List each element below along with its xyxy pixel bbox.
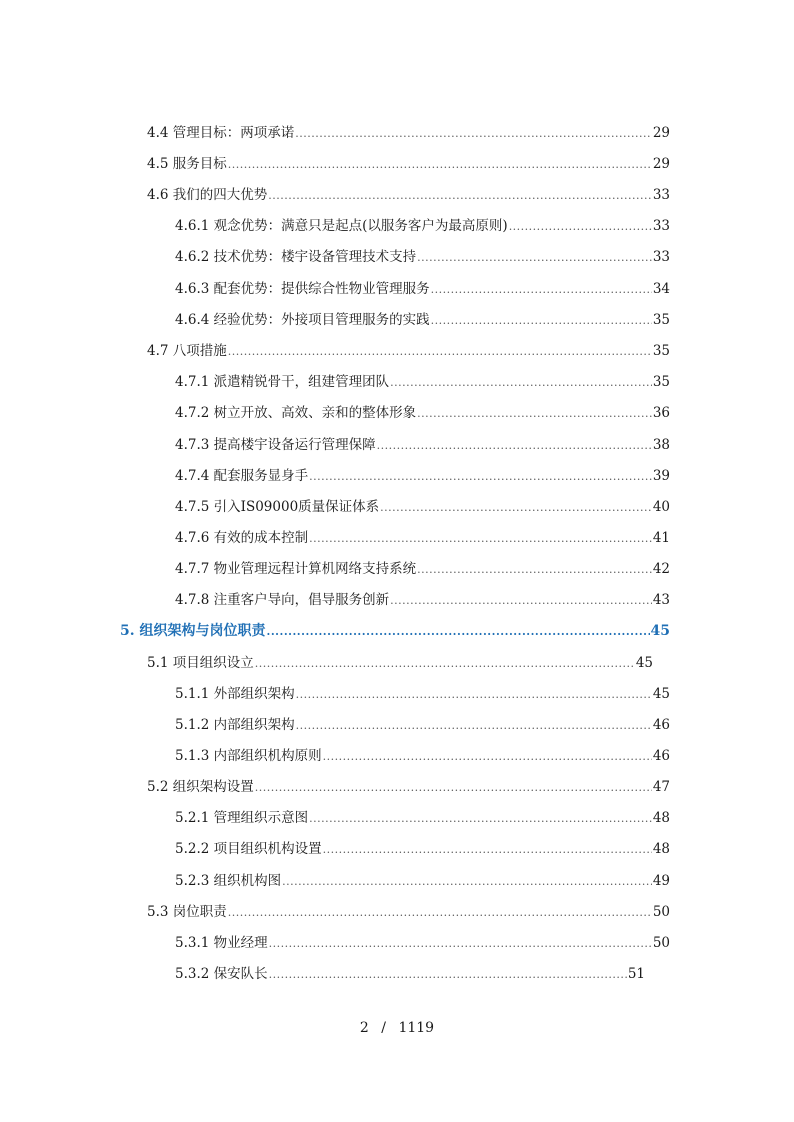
dot-leader: [282, 872, 652, 892]
toc-entry[interactable]: [147, 653, 653, 674]
toc-page-number: 29: [652, 125, 670, 141]
dot-leader: [390, 591, 652, 611]
toc-page-number: 48: [652, 841, 670, 857]
dot-leader: [417, 404, 652, 424]
dot-leader: [309, 529, 652, 549]
dot-leader: [228, 903, 652, 923]
toc-label: 4.6.1 观念优势：满意只是起点(以服务客户为最高原则): [175, 218, 508, 234]
dot-leader: [509, 217, 652, 237]
toc-label: 4.7.8 注重客户导向，倡导服务创新: [175, 592, 390, 608]
dot-leader: [228, 155, 652, 175]
toc-label: 4.6 我们的四大优势: [147, 187, 268, 203]
toc-entry[interactable]: [175, 528, 670, 549]
toc-page-number: 35: [652, 343, 670, 359]
toc-label: 4.5 服务目标: [147, 156, 227, 172]
toc-label: 5.1.3 内部组织机构原则: [175, 748, 322, 764]
toc-label: 5.2.1 管理组织示意图: [175, 810, 309, 826]
toc-page-number: 47: [652, 779, 670, 795]
toc-entry[interactable]: [175, 403, 670, 424]
dot-leader: [309, 467, 652, 487]
toc-page-number: 50: [652, 935, 670, 951]
toc-page-number: 51: [627, 966, 645, 982]
toc-page-number: 33: [652, 249, 670, 265]
toc-label: 5.3.2 保安队长: [175, 966, 268, 982]
dot-leader: [269, 965, 627, 985]
toc-label: 5.3.1 物业经理: [175, 935, 268, 951]
toc-entry[interactable]: [175, 715, 670, 736]
toc-entry[interactable]: [175, 559, 670, 580]
dot-leader: [380, 498, 652, 518]
toc-page-number: 33: [652, 187, 670, 203]
toc-page-number: 46: [652, 748, 670, 764]
toc-label: 4.7.1 派遣精锐骨干，组建管理团队: [175, 374, 390, 390]
toc-page-number: 50: [652, 904, 670, 920]
dot-leader: [309, 809, 652, 829]
toc-entry[interactable]: [175, 247, 670, 268]
toc-entry[interactable]: [175, 839, 670, 860]
toc-page-number: 38: [652, 437, 670, 453]
dot-leader: [296, 685, 652, 705]
page-footer: [0, 1020, 794, 1036]
toc-page-number: 35: [652, 312, 670, 328]
dot-leader: [417, 560, 652, 580]
dot-leader: [323, 747, 652, 767]
toc-label: 4.6.4 经验优势：外接项目管理服务的实践: [175, 312, 430, 328]
dot-leader: [269, 934, 652, 954]
dot-leader: [390, 373, 652, 393]
current-page: 2: [359, 1020, 369, 1036]
toc-page-number: 45: [650, 623, 670, 639]
toc-page-number: 43: [652, 592, 670, 608]
toc-label: 5. 组织架构与岗位职责: [120, 623, 266, 639]
toc-entry[interactable]: [175, 497, 670, 518]
toc-entry[interactable]: [147, 341, 670, 362]
toc-entry[interactable]: [175, 684, 670, 705]
toc-entry[interactable]: [175, 435, 670, 456]
toc-entry[interactable]: [175, 279, 670, 300]
toc-page-number: 48: [652, 810, 670, 826]
toc-label: 5.1.2 内部组织架构: [175, 717, 295, 733]
dot-leader: [228, 342, 652, 362]
toc-page-number: 46: [652, 717, 670, 733]
toc-page-number: 49: [652, 873, 670, 889]
page-separator: /: [381, 1020, 386, 1036]
dot-leader: [431, 280, 652, 300]
toc-label: 4.7.5 引入IS09000质量保证体系: [175, 499, 380, 515]
toc-label: 4.7.7 物业管理远程计算机网络支持系统: [175, 561, 417, 577]
dot-leader: [377, 436, 652, 456]
toc-entry[interactable]: [147, 123, 670, 144]
toc-label: 4.4 管理目标：两项承诺: [147, 125, 295, 141]
toc-page-number: 34: [652, 281, 670, 297]
toc-label: 5.2 组织架构设置: [147, 779, 254, 795]
dot-leader: [255, 778, 652, 798]
dot-leader: [323, 840, 652, 860]
dot-leader: [267, 622, 650, 642]
dot-leader: [431, 311, 652, 331]
toc-label: 4.7.2 树立开放、高效、亲和的整体形象: [175, 405, 417, 421]
toc-entry[interactable]: [175, 871, 670, 892]
toc-entry[interactable]: [175, 466, 670, 487]
dot-leader: [296, 716, 652, 736]
toc-label: 4.7 八项措施: [147, 343, 227, 359]
toc-page-number: 36: [652, 405, 670, 421]
toc-page-number: 35: [652, 374, 670, 390]
toc-entry[interactable]: [175, 933, 670, 954]
toc-entry[interactable]: [175, 964, 645, 985]
toc-label: 5.1 项目组织设立: [147, 655, 254, 671]
toc-entry[interactable]: [175, 590, 670, 611]
toc-page-number: 29: [652, 156, 670, 172]
toc-label: 5.2.2 项目组织机构设置: [175, 841, 322, 857]
toc-entry[interactable]: [175, 216, 670, 237]
toc-entry[interactable]: [147, 902, 670, 923]
toc-label: 5.2.3 组织机构图: [175, 873, 282, 889]
dot-leader: [255, 654, 635, 674]
toc-entry[interactable]: [175, 808, 670, 829]
dot-leader: [268, 186, 652, 206]
toc-entry[interactable]: [147, 777, 670, 798]
toc-page-number: 42: [652, 561, 670, 577]
toc-label: 4.6.3 配套优势：提供综合性物业管理服务: [175, 281, 430, 297]
toc-entry[interactable]: [175, 746, 670, 767]
toc-page-number: 45: [635, 655, 653, 671]
toc-page-number: 39: [652, 468, 670, 484]
toc-label: 4.7.3 提高楼宇设备运行管理保障: [175, 437, 376, 453]
toc-page-number: 41: [652, 530, 670, 546]
toc-label: 5.1.1 外部组织架构: [175, 686, 295, 702]
dot-leader: [417, 248, 652, 268]
toc-page-number: 45: [652, 686, 670, 702]
toc-page-number: 33: [652, 218, 670, 234]
toc-chapter-entry[interactable]: [120, 621, 670, 642]
toc-entry[interactable]: [147, 154, 670, 175]
toc-label: 4.7.6 有效的成本控制: [175, 530, 309, 546]
dot-leader: [295, 124, 652, 144]
toc-label: 5.3 岗位职责: [147, 904, 227, 920]
toc-entry[interactable]: [175, 310, 670, 331]
toc-entry[interactable]: [147, 185, 670, 206]
toc-label: 4.6.2 技术优势：楼宇设备管理技术支持: [175, 249, 417, 265]
toc-entry[interactable]: [175, 372, 670, 393]
toc-label: 4.7.4 配套服务显身手: [175, 468, 309, 484]
toc-page-number: 40: [652, 499, 670, 515]
total-pages: 1119: [398, 1020, 435, 1036]
